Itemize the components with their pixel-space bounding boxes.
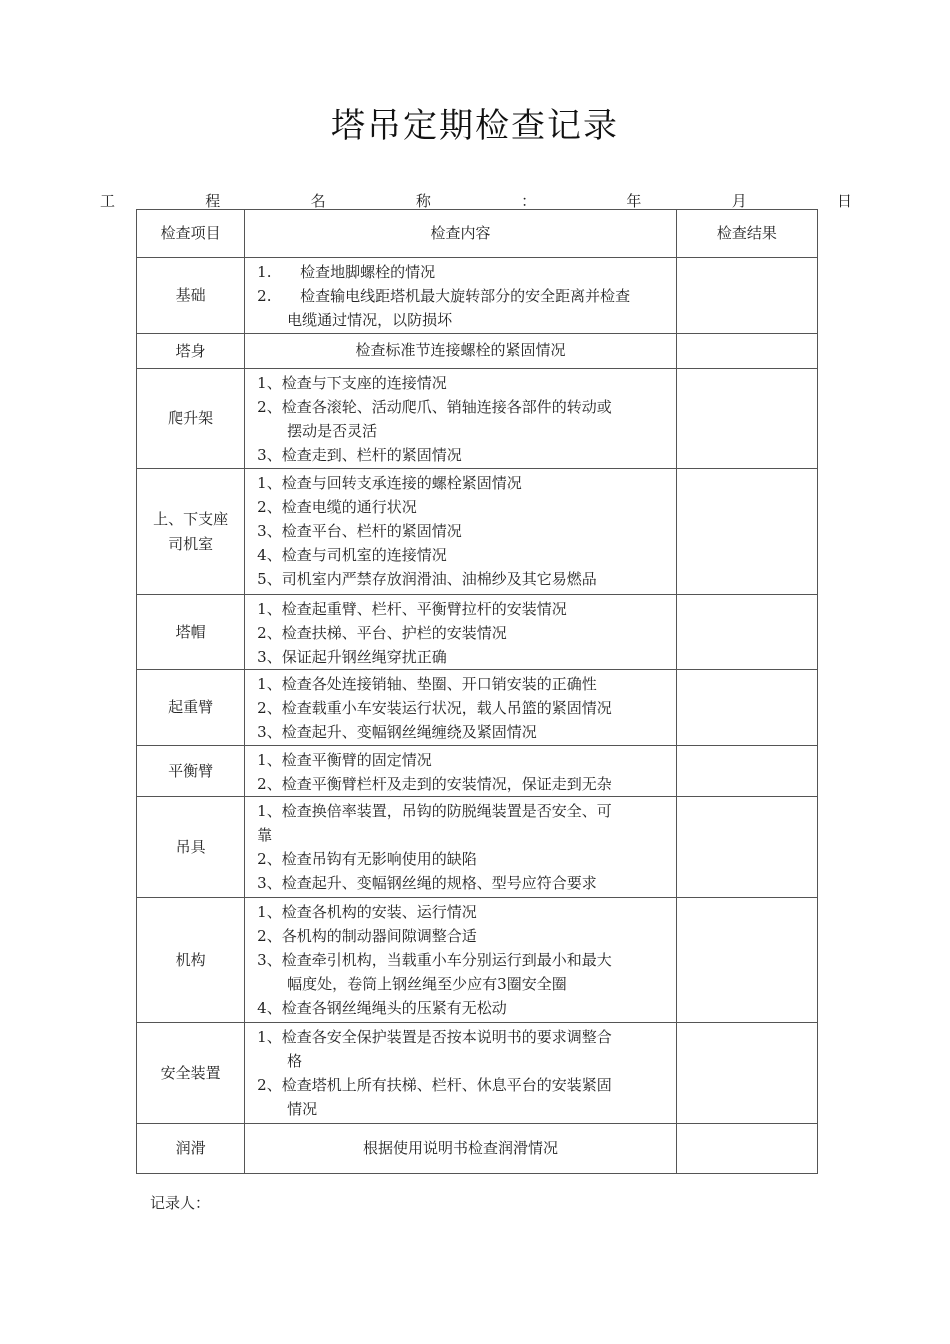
content-line: 1、检查各安全保护装置是否按本说明书的要求调整合 [257, 1028, 612, 1046]
content-line: 情况 [287, 1100, 318, 1118]
inspection-item-label: 平衡臂 [168, 761, 214, 780]
content-line: 1、检查与下支座的连接情况 [257, 374, 447, 392]
content-line: 1、检查各处连接销轴、垫圈、开口销安装的正确性 [257, 675, 597, 693]
content-line: 1、检查各机构的安装、运行情况 [257, 903, 477, 921]
content-line: 4、检查各钢丝绳绳头的压紧有无松动 [257, 999, 507, 1017]
inspection-item [137, 746, 245, 797]
inspection-result-cell[interactable] [676, 1124, 817, 1174]
content-line: 根据使用说明书检查润滑情况 [362, 1138, 558, 1157]
content-line: 2、检查扶梯、平台、护栏的安装情况 [257, 624, 507, 642]
content-line: 3、检查走到、栏杆的紧固情况 [257, 446, 462, 464]
header-content: 检查内容 [245, 210, 677, 258]
content-line: 1、检查与回转支承连接的螺栓紧固情况 [257, 474, 522, 492]
project-char: 年 [626, 192, 642, 210]
inspection-item [137, 898, 245, 1023]
inspection-item [137, 369, 245, 469]
recorder-label: 记录人： [150, 1194, 211, 1212]
content-line: 3、检查起升、变幅钢丝绳的规格、型号应符合要求 [257, 874, 597, 892]
content-line: 3、检查平台、栏杆的紧固情况 [257, 522, 462, 540]
table-row [137, 595, 818, 670]
table-row [137, 258, 818, 334]
project-char: 名 [310, 192, 326, 210]
page-title: 塔吊定期检查记录 [331, 106, 619, 146]
inspection-table [136, 209, 818, 1174]
header-result: 检查结果 [676, 210, 817, 258]
content-line: 2、检查载重小车安装运行状况，载人吊篮的紧固情况 [257, 699, 612, 717]
inspection-content [245, 1124, 677, 1174]
inspection-item [137, 334, 245, 369]
project-char: 程 [205, 192, 221, 210]
inspection-content [245, 258, 677, 334]
table-row [137, 797, 818, 898]
inspection-content [245, 1023, 677, 1124]
inspection-result-cell[interactable] [676, 258, 817, 334]
content-line: 1. 检查地脚螺栓的情况 [257, 263, 436, 281]
inspection-content [245, 334, 677, 369]
inspection-result-cell[interactable] [676, 369, 817, 469]
inspection-content [245, 670, 677, 746]
inspection-item-label: 塔身 [175, 341, 206, 360]
inspection-result-cell[interactable] [676, 746, 817, 797]
project-info-line [100, 190, 852, 211]
content-line: 检查标准节连接螺栓的紧固情况 [355, 341, 566, 359]
inspection-content [245, 898, 677, 1023]
inspection-item [137, 1124, 245, 1174]
inspection-result-cell[interactable] [676, 469, 817, 595]
table-header-row [137, 210, 818, 258]
inspection-content [245, 797, 677, 898]
inspection-item [137, 258, 245, 334]
content-line: 2、各机构的制动器间隙调整合适 [257, 927, 477, 945]
table-row [137, 1124, 818, 1174]
inspection-item-label: 吊具 [175, 837, 206, 856]
inspection-item-label: 司机室 [168, 534, 214, 553]
inspection-result-cell[interactable] [676, 334, 817, 369]
content-line: 格 [287, 1052, 303, 1070]
inspection-content [245, 469, 677, 595]
inspection-item [137, 1023, 245, 1124]
inspection-item [137, 469, 245, 595]
content-line: 1、检查平衡臂的固定情况 [257, 751, 432, 769]
table-row [137, 670, 818, 746]
content-line: 幅度处，卷筒上钢丝绳至少应有3圈安全圈 [287, 975, 567, 993]
table-row [137, 898, 818, 1023]
content-line: 3、检查牵引机构，当载重小车分别运行到最小和最大 [257, 951, 612, 969]
content-line: 3、检查起升、变幅钢丝绳缠绕及紧固情况 [257, 723, 537, 741]
table-row [137, 469, 818, 595]
inspection-result-cell[interactable] [676, 670, 817, 746]
inspection-item-label: 上、下支座 [153, 509, 229, 528]
inspection-content [245, 746, 677, 797]
inspection-item-label: 安全装置 [160, 1063, 221, 1082]
project-char: 月 [731, 192, 747, 210]
content-line: 1、检查换倍率装置，吊钩的防脱绳装置是否安全、可 [257, 802, 612, 820]
content-line: 摆动是否灵活 [287, 422, 378, 440]
inspection-item-label: 基础 [175, 286, 206, 304]
inspection-result-cell[interactable] [676, 797, 817, 898]
inspection-content [245, 595, 677, 670]
content-line: 3、保证起升钢丝绳穿扰正确 [257, 648, 447, 666]
inspection-item-label: 塔帽 [175, 622, 206, 641]
content-line: 靠 [257, 826, 273, 844]
inspection-item [137, 670, 245, 746]
inspection-item-label: 机构 [175, 950, 206, 969]
inspection-result-cell[interactable] [676, 898, 817, 1023]
project-char: 称 [415, 192, 431, 210]
inspection-item-label: 爬升架 [168, 409, 214, 427]
content-line: 1、检查起重臂、栏杆、平衡臂拉杆的安装情况 [257, 600, 567, 618]
content-line: 2. 检查输电线距塔机最大旋转部分的安全距离并检查 [257, 287, 631, 305]
project-char: 日 [836, 192, 852, 210]
content-line: 2、检查电缆的通行状况 [257, 498, 417, 516]
inspection-item [137, 595, 245, 670]
table-row [137, 746, 818, 797]
table-row [137, 1023, 818, 1124]
inspection-result-cell[interactable] [676, 595, 817, 670]
content-line: 2、检查各滚轮、活动爬爪、销轴连接各部件的转动或 [257, 398, 612, 416]
project-char: 工 [100, 192, 116, 210]
table-row [137, 369, 818, 469]
content-line: 2、检查吊钩有无影响使用的缺陷 [257, 850, 477, 868]
project-char: ： [521, 192, 537, 210]
content-line: 2、检查平衡臂栏杆及走到的安装情况，保证走到无杂 [257, 775, 612, 793]
inspection-item-label: 起重臂 [168, 698, 214, 716]
content-line: 4、检查与司机室的连接情况 [257, 546, 447, 564]
content-line: 5、司机室内严禁存放润滑油、油棉纱及其它易燃品 [257, 570, 597, 588]
content-line: 2、检查塔机上所有扶梯、栏杆、休息平台的安装紧固 [257, 1076, 612, 1094]
content-line: 电缆通过情况，以防损坏 [287, 311, 453, 329]
header-item: 检查项目 [137, 210, 245, 258]
inspection-item-label: 润滑 [175, 1139, 206, 1157]
inspection-content [245, 369, 677, 469]
inspection-result-cell[interactable] [676, 1023, 817, 1124]
inspection-item [137, 797, 245, 898]
table-row [137, 334, 818, 369]
